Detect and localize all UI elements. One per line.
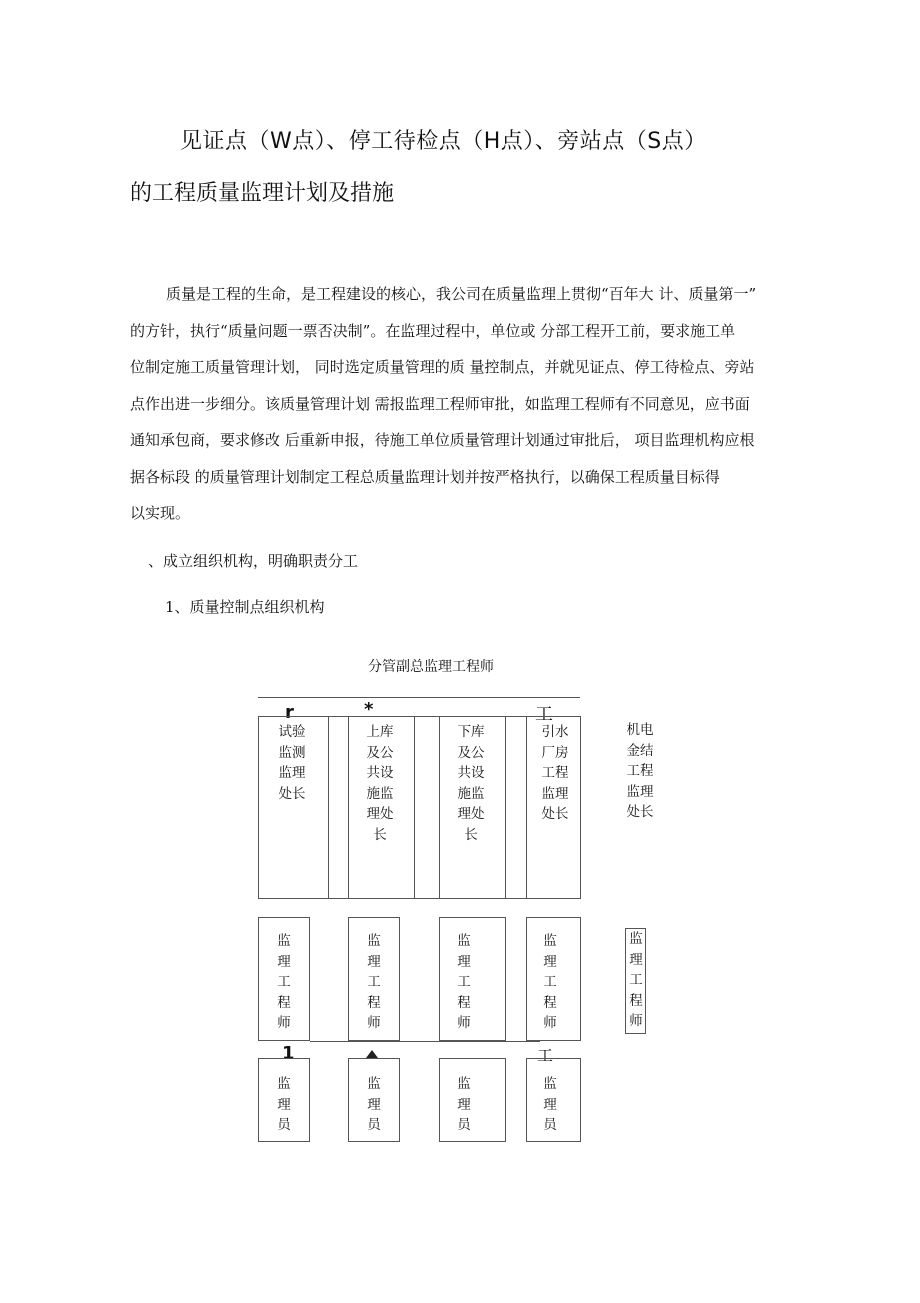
org-node-staff-label: 监 理 员 — [457, 1076, 471, 1133]
document-title-line2: 的工程质量监理计划及措施 — [130, 181, 395, 206]
org-node-engineer-label: 监 理 工 程 师 — [457, 933, 471, 1031]
org-node-staff-label: 监 理 员 — [367, 1076, 381, 1133]
paragraph-line: 质量是工程的生命，是工程建设的核心，我公司在质量监理上贯彻“百年大 计、质量第一” — [166, 285, 757, 303]
section-heading: 、成立组织机构，明确职责分工 — [148, 552, 359, 570]
paragraph-line: 点作出进一步细分。该质量管理计划 需报监理工程师审批，如监理工程师有不同意见，应书面 — [130, 394, 750, 413]
org-node-engineer-label: 监 理 工 程 师 — [277, 933, 291, 1031]
arrow-mark: 工 — [537, 1046, 554, 1065]
org-node-head-label: 下库 及公 共设 施监 理处 长 — [457, 724, 485, 843]
paragraph-line: 的方针，执行“质量问题一票否决制”。在监理过程中，单位或 分部工程开工前，要求施工单 — [130, 321, 736, 340]
org-node-engineer-label: 监 理 工 程 师 — [367, 933, 381, 1031]
org-node-head-label: 试验 监测 监理 处长 — [278, 724, 306, 802]
arrow-mark: * — [364, 699, 374, 720]
org-node-engineer-label: 监 理 工 程 师 — [629, 931, 643, 1029]
connector-line — [310, 1041, 540, 1042]
org-chart-top-role: 分管副总监理工程师 — [368, 659, 494, 675]
subsection-heading: 1、质量控制点组织机构 — [165, 598, 325, 616]
connector-line — [258, 697, 580, 698]
org-node-staff-label: 监 理 员 — [543, 1076, 557, 1133]
org-node-head-label: 机电 金结 工程 监理 处长 — [626, 722, 654, 820]
org-node-engineer-label: 监 理 工 程 师 — [543, 933, 557, 1031]
arrow-mark: r — [285, 702, 294, 723]
intro-paragraph — [130, 276, 790, 532]
arrow-mark: 工 — [535, 704, 553, 725]
paragraph-line: 据各标段 的质量管理计划制定工程总质量监理计划并按严格执行，以确保工程质量目标得 — [130, 467, 720, 486]
paragraph-line: 以实现。 — [130, 504, 191, 522]
arrow-up-icon — [366, 1050, 378, 1058]
org-node-staff-label: 监 理 员 — [277, 1076, 291, 1133]
org-node-head-label: 上库 及公 共设 施监 理处 长 — [366, 724, 394, 843]
paragraph-line: 位制定施工质量管理计划， 同时选定质量管理的质 量控制点，并就见证点、停工待检点、旁站 — [130, 358, 755, 376]
paragraph-line: 通知承包商，要求修改 后重新申报，待施工单位质量管理计划通过审批后， 项目监理机构应根 — [130, 431, 755, 449]
org-node-head-label: 引水 厂房 工程 监理 处长 — [541, 724, 569, 822]
document-title-line1: 见证点（W点）、停工待检点（H点）、旁站点（S点） — [180, 129, 707, 154]
arrow-mark: 1 — [282, 1043, 295, 1064]
